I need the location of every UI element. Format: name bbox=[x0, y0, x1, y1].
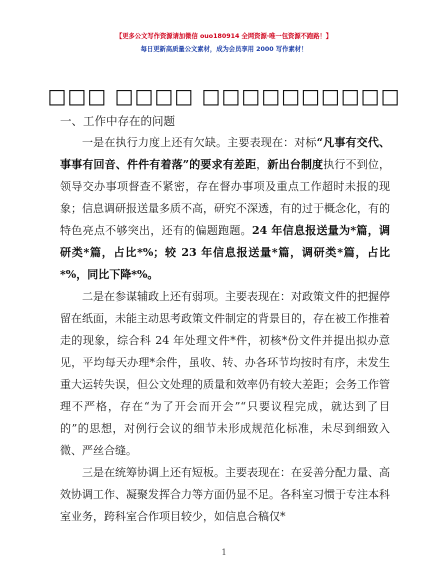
page-number: 1 bbox=[221, 548, 227, 557]
document-title: □□□ □□□□ □□□□□□□□□□ bbox=[47, 84, 401, 108]
promo-line-2: 每日更新高质量公文素材，成为会员享用 2000 写作素材！ bbox=[140, 46, 308, 53]
promo-banner bbox=[0, 30, 448, 56]
paragraph-2: 二是在参谋辅政上还有弱项。主要表现在：对政策文件的把握停留在纸面，未能主动思考政策文件制定的背景目的，存在被工作推着走的现象，综合科 24 年处理文件*件，初核*份文件并提出拟办意见，平均每天办理*余件，虽收、转、办各环节均按时有序，未发生重大运转失误，但公文处理的质量和效率仍有较大差距；会务工作管理不严格，存在“为了开会而开会”“只要议程完成，就达到了目的”的思想，对例行会议的细节未形成规范化标准，未尽到细致入微、严丝合缝。 bbox=[60, 290, 390, 457]
p1-bold-requirement: “凡事有交代、事事有回音、件件有着落”的要求有差距 bbox=[60, 136, 391, 171]
p1-text-c: ， bbox=[256, 158, 268, 171]
document-body bbox=[60, 110, 390, 528]
paragraph-1 bbox=[60, 132, 390, 286]
section-heading: 一、工作中存在的问题 bbox=[60, 114, 175, 128]
p1-bold-statistics: 24 年信息报送量为*篇，调研类*篇，占比*%；较 23 年信息报送量*篇，调研类*篇，占比*%，同比下降*%。 bbox=[60, 224, 391, 281]
p1-text-e: 执行不到位，领导交办事项督查不紧密，存在督办事项及重点工作超时未报的现象；信息调研报送量多质不高，研究不深透，有的过于概念化，有的特色亮点不够突出，还有的偏题跑题。 bbox=[60, 158, 391, 237]
paragraph-3: 三是在统筹协调上还有短板。主要表现在：在妥善分配力量、高效协调工作、凝聚发挥合力等方面仍显不足。各科室习惯于专注本科室业务，跨科室合作项目较少，如信息合稿仅* bbox=[60, 466, 390, 523]
promo-line-1: 【更多公文写作资源请加微信 ouo180914 全网资源·唯一包资源不跑路！】 bbox=[115, 33, 333, 40]
p1-bold-new-rules: 新出台制度 bbox=[267, 158, 324, 171]
p1-text-a: 一是在执行力度上还有欠缺。主要表现在：对标 bbox=[82, 136, 317, 149]
